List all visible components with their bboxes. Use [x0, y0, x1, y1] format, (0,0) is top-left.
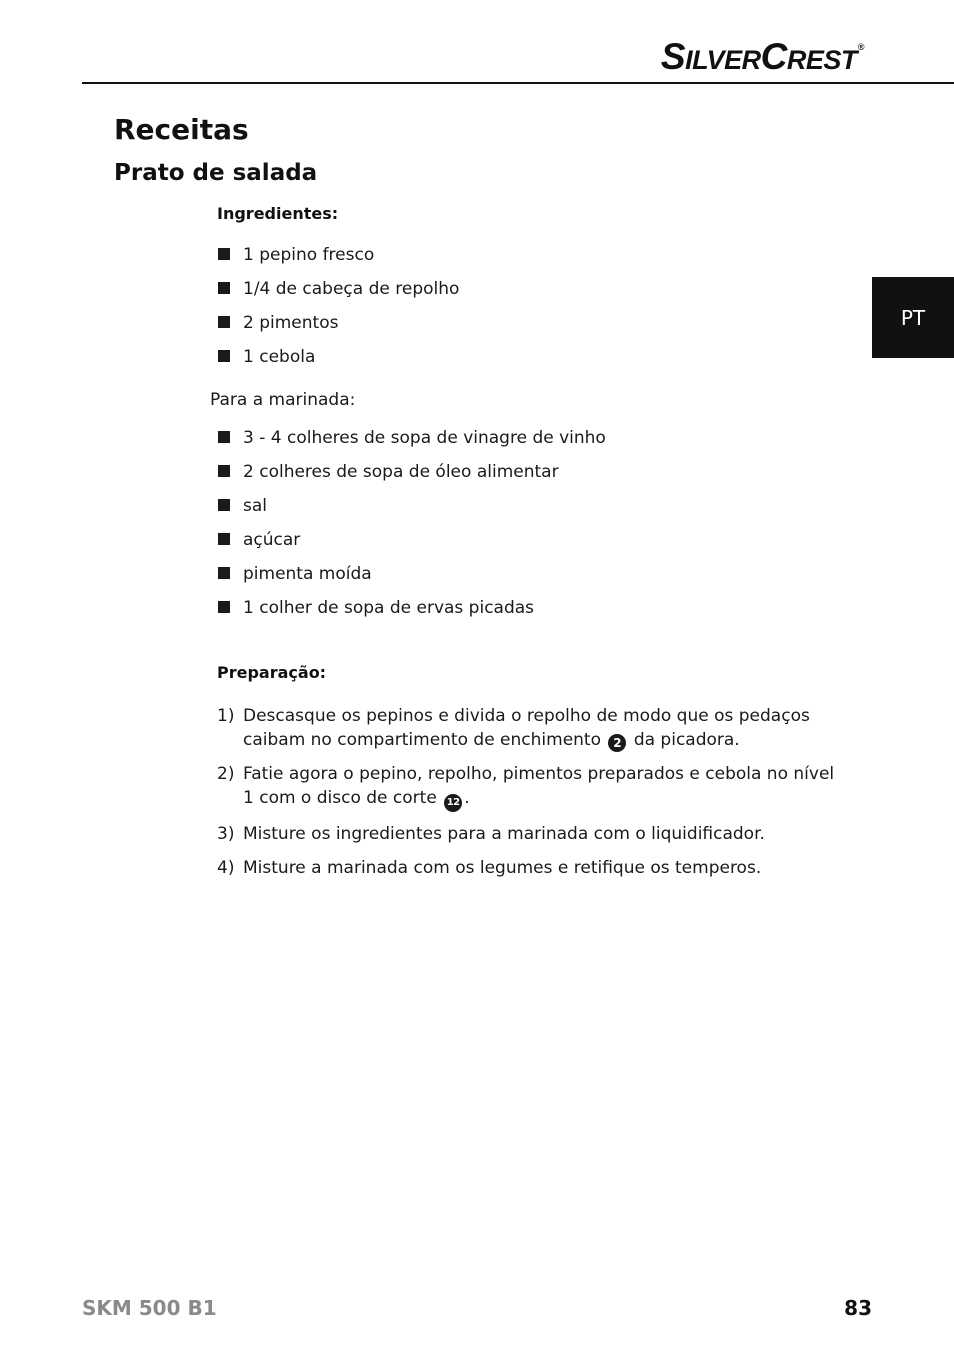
- square-bullet-icon: [218, 316, 230, 328]
- ingredients-heading: Ingredientes:: [217, 204, 339, 223]
- list-item: [217, 346, 459, 380]
- step-text-end: .: [464, 788, 470, 808]
- preparation-heading: Preparação:: [217, 663, 327, 682]
- list-item-text: 1 cebola: [243, 347, 316, 367]
- ingredients-list: [217, 244, 459, 380]
- square-bullet-icon: [218, 499, 230, 511]
- page-title: Receitas: [114, 113, 249, 146]
- marinade-list: [217, 427, 606, 631]
- list-item: [217, 278, 459, 312]
- step-item: [217, 856, 847, 880]
- logo-letter: C: [760, 36, 787, 77]
- marinade-heading: Para a marinada:: [210, 390, 356, 410]
- list-item-text: sal: [243, 496, 267, 516]
- list-item-text: 2 colheres de sopa de óleo alimentar: [243, 462, 559, 482]
- brand-logo: [661, 36, 864, 78]
- list-item-text: 2 pimentos: [243, 313, 339, 333]
- page-number: 83: [844, 1296, 872, 1320]
- step-number: 1): [217, 706, 235, 726]
- step-text: Misture os ingredientes para a marinada com o liquidificador.: [243, 824, 765, 844]
- list-item: [217, 244, 459, 278]
- square-bullet-icon: [218, 431, 230, 443]
- step-text: Fatie agora o pepino, repolho, pimentos preparados e cebola no nível 1 com o disco de corte: [243, 764, 835, 808]
- logo-letter: S: [660, 36, 686, 77]
- recipe-title: Prato de salada: [114, 160, 318, 186]
- list-item-text: pimenta moída: [243, 564, 372, 584]
- list-item: [217, 563, 606, 597]
- square-bullet-icon: [218, 601, 230, 613]
- square-bullet-icon: [218, 465, 230, 477]
- step-text: Descasque os pepinos e divida o repolho de modo que os pedaços caibam no compartimento de enchimento: [243, 706, 810, 750]
- square-bullet-icon: [218, 533, 230, 545]
- step-number: 2): [217, 764, 235, 784]
- list-item: [217, 495, 606, 529]
- list-item: [217, 529, 606, 563]
- logo-letters: ILVER: [685, 45, 761, 75]
- step-number: 3): [217, 824, 235, 844]
- step-number: 4): [217, 858, 235, 878]
- list-item-text: 1/4 de cabeça de repolho: [243, 279, 460, 299]
- list-item: [217, 312, 459, 346]
- step-item: [217, 822, 847, 846]
- square-bullet-icon: [218, 282, 230, 294]
- list-item-text: 1 pepino fresco: [243, 245, 375, 265]
- header-divider: [82, 82, 954, 84]
- step-item: [217, 704, 847, 752]
- language-tab-label: PT: [900, 305, 926, 330]
- step-text-end: da picadora.: [633, 730, 740, 750]
- preparation-steps: [217, 704, 847, 890]
- logo-letters: REST: [786, 45, 857, 75]
- step-text: Misture a marinada com os legumes e retifique os temperos.: [243, 858, 762, 878]
- square-bullet-icon: [218, 350, 230, 362]
- list-item: [217, 461, 606, 495]
- language-tab: [872, 277, 954, 358]
- circled-number-icon: 12: [444, 794, 462, 812]
- square-bullet-icon: [218, 248, 230, 260]
- list-item: [217, 427, 606, 461]
- footer-model: SKM 500 B1: [82, 1296, 217, 1320]
- registered-mark: ®: [857, 42, 864, 52]
- list-item-text: 1 colher de sopa de ervas picadas: [243, 598, 535, 618]
- step-item: [217, 762, 847, 812]
- list-item-text: açúcar: [243, 530, 301, 550]
- square-bullet-icon: [218, 567, 230, 579]
- list-item-text: 3 - 4 colheres de sopa de vinagre de vinho: [243, 428, 606, 448]
- list-item: [217, 597, 606, 631]
- circled-number-icon: 2: [608, 734, 626, 752]
